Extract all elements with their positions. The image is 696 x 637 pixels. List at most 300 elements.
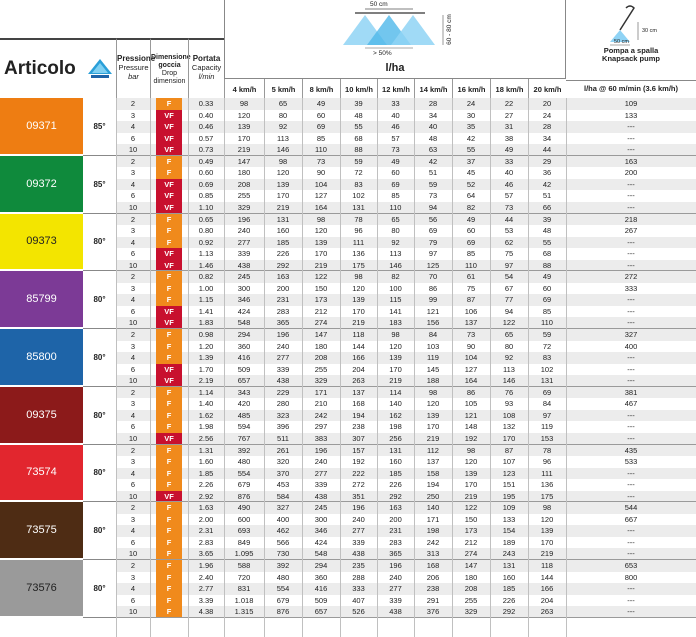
table-row xyxy=(116,398,696,410)
drop-size-badge: F xyxy=(156,156,182,168)
lha-value: 73 xyxy=(466,330,476,340)
spray-angle: 85° xyxy=(83,156,116,214)
knapsack-value: --- xyxy=(627,318,635,328)
lha-value: 121 xyxy=(464,410,478,420)
speed-10: 10 km/h xyxy=(340,79,377,99)
lha-value: 49 xyxy=(466,214,476,224)
lha-value: 127 xyxy=(314,191,328,201)
lha-value: 219 xyxy=(464,491,478,501)
lha-value: 160 xyxy=(276,226,290,236)
article-code: 73574 xyxy=(0,445,83,503)
lha-value: 104 xyxy=(464,353,478,363)
lha-value: 72 xyxy=(542,341,552,351)
lha-value: 57 xyxy=(504,191,514,201)
lha-value: 60 xyxy=(542,283,552,293)
knapsack-dim1: 30 cm xyxy=(642,28,657,34)
lha-value: 82 xyxy=(391,272,400,282)
capacity-value: 2.77 xyxy=(198,584,214,594)
lha-value: 283 xyxy=(276,306,290,316)
lha-value: 242 xyxy=(426,537,440,547)
lha-value: 24 xyxy=(466,99,476,109)
lha-value: 90 xyxy=(316,168,326,178)
table-row xyxy=(116,156,696,168)
lha-value: 140 xyxy=(426,503,440,513)
lha-value: 69 xyxy=(542,295,552,305)
lha-value: 274 xyxy=(314,318,328,328)
knapsack-value: --- xyxy=(627,480,635,490)
knapsack-value: 133 xyxy=(624,110,638,120)
lha-value: 329 xyxy=(314,376,328,386)
pressure-value: 4 xyxy=(130,584,136,594)
lha-value: 219 xyxy=(540,549,554,559)
brand-logo-icon xyxy=(83,38,116,98)
lha-value: 86 xyxy=(428,283,438,293)
lha-value: 194 xyxy=(352,410,365,420)
lha-value: 240 xyxy=(314,457,328,467)
lha-value: 113 xyxy=(503,364,515,374)
lha-value: 145 xyxy=(426,364,440,374)
table-row xyxy=(116,595,696,607)
lha-value: 92 xyxy=(278,122,288,132)
lha-value: 170 xyxy=(276,191,290,201)
lha-value: 240 xyxy=(276,341,290,351)
lha-value: 139 xyxy=(314,237,328,247)
pressure-sub: Pressure xyxy=(118,63,149,72)
lha-value: 256 xyxy=(389,433,402,443)
lha-value: 87 xyxy=(504,445,514,455)
spray-angle: 85° xyxy=(83,98,116,156)
table-row xyxy=(116,237,696,249)
lha-value: 139 xyxy=(389,353,402,363)
lha-value: 84 xyxy=(542,399,552,409)
lha-value: 56 xyxy=(428,214,438,224)
capacity-value: 0.92 xyxy=(198,237,214,247)
lha-value: 110 xyxy=(389,202,402,212)
knapsack-unit: l/ha @ 60 m/min (3.6 km/h) xyxy=(566,80,696,98)
lha-value: 588 xyxy=(237,561,251,571)
article-code: 09371 xyxy=(0,98,83,156)
lha-value: 120 xyxy=(464,457,478,467)
lha-value: 139 xyxy=(426,410,440,420)
lha-value: 416 xyxy=(314,584,328,594)
lha-value: 40 xyxy=(391,110,400,120)
lha-value: 329 xyxy=(464,607,478,617)
drop-size-badge: F xyxy=(156,225,182,237)
lha-value: 111 xyxy=(352,237,365,247)
lha-value: 69 xyxy=(428,226,438,236)
pressure-value: 4 xyxy=(130,410,136,420)
drop-size-badge: F xyxy=(156,352,182,364)
capacity-value: 1.85 xyxy=(198,468,214,478)
lha-value: 166 xyxy=(352,353,365,363)
lha-value: 131 xyxy=(502,561,516,571)
lha-value: 170 xyxy=(502,433,516,443)
knapsack-value: --- xyxy=(627,410,635,420)
lha-value: 93 xyxy=(504,399,514,409)
article-code: 85800 xyxy=(0,329,83,387)
pressure-value: 3 xyxy=(130,341,136,351)
lha-value: 73 xyxy=(428,191,438,201)
lha-value: 139 xyxy=(237,122,251,132)
lha-value: 600 xyxy=(237,514,251,524)
lha-value: 141 xyxy=(389,306,402,316)
lha-value: 163 xyxy=(276,272,290,282)
capacity-value: 1.40 xyxy=(198,399,214,409)
knapsack-value: 267 xyxy=(624,226,638,236)
lha-value: 139 xyxy=(352,295,365,305)
lha-value: 144 xyxy=(540,572,554,582)
lha-value: 231 xyxy=(389,526,402,536)
pressure-value: 6 xyxy=(130,422,136,432)
table-row xyxy=(116,306,696,318)
lha-value: 105 xyxy=(464,399,478,409)
drop-size-badge: F xyxy=(156,98,182,110)
lha-value: 204 xyxy=(540,595,554,605)
lha-value: 339 xyxy=(237,249,251,259)
lha-value: 250 xyxy=(426,491,440,501)
speed-14: 14 km/h xyxy=(414,79,452,99)
lha-value: 274 xyxy=(464,549,478,559)
knapsack-value: 109 xyxy=(624,99,638,109)
lha-value: 548 xyxy=(314,549,328,559)
lha-value: 204 xyxy=(352,364,365,374)
lha-value: 679 xyxy=(276,595,290,605)
drop-size-badge: VF xyxy=(156,133,182,145)
knapsack-value: 163 xyxy=(624,156,638,166)
lha-value: 100 xyxy=(389,283,402,293)
lha-value: 98 xyxy=(542,503,552,513)
lha-value: 526 xyxy=(352,607,365,617)
lha-value: 127 xyxy=(464,364,478,374)
nozzle-group xyxy=(0,271,696,329)
lha-value: 34 xyxy=(542,133,552,143)
drop-size-badge: F xyxy=(156,398,182,410)
nozzle-group xyxy=(0,214,696,272)
table-row xyxy=(116,525,696,537)
lha-value: 294 xyxy=(314,561,328,571)
lha-value: 720 xyxy=(237,572,251,582)
lha-value: 238 xyxy=(352,422,365,432)
lha-value: 39 xyxy=(354,99,363,109)
lha-value: 222 xyxy=(352,468,365,478)
lha-value: 51 xyxy=(542,191,552,201)
lha-value: 72 xyxy=(354,168,363,178)
column-divider xyxy=(566,98,567,637)
capacity-value: 1.15 xyxy=(198,295,214,305)
lha-value: 291 xyxy=(426,595,440,605)
lha-value: 245 xyxy=(314,503,328,513)
lha-value: 339 xyxy=(389,595,402,605)
lha-value: 120 xyxy=(389,341,402,351)
lha-value: 376 xyxy=(426,607,440,617)
lha-value: 125 xyxy=(426,260,440,270)
lha-value: 154 xyxy=(502,526,516,536)
knapsack-value: --- xyxy=(627,260,635,270)
capacity-value: 0.57 xyxy=(198,133,214,143)
lha-value: 70 xyxy=(428,272,438,282)
lha-value: 160 xyxy=(389,457,402,467)
lha-value: 313 xyxy=(426,549,440,559)
lha-value: 392 xyxy=(276,561,290,571)
lha-value: 170 xyxy=(464,480,478,490)
pressure-value: 4 xyxy=(130,237,136,247)
lha-value: 1.018 xyxy=(234,595,254,605)
lha-value: 29 xyxy=(542,156,552,166)
lha-value: 283 xyxy=(389,537,402,547)
table-header xyxy=(0,0,696,98)
knapsack-value: 327 xyxy=(624,330,638,340)
lha-value: 339 xyxy=(276,364,290,374)
capacity-header xyxy=(188,38,224,98)
lha-value: 170 xyxy=(314,249,328,259)
lha-value: 365 xyxy=(276,318,290,328)
spray-angle: 80° xyxy=(83,387,116,445)
lha-value: 876 xyxy=(237,491,251,501)
lha-value: 53 xyxy=(504,226,514,236)
drop-size-badge: F xyxy=(156,502,182,514)
pressure-value: 4 xyxy=(130,179,136,189)
column-divider xyxy=(116,98,117,637)
lha-value: 136 xyxy=(540,480,554,490)
lha-value: 200 xyxy=(389,514,402,524)
capacity-value: 2.19 xyxy=(198,376,214,386)
nozzle-group xyxy=(0,560,696,618)
lha-value: 37 xyxy=(466,156,476,166)
lha-value: 462 xyxy=(276,526,290,536)
knapsack-value: --- xyxy=(627,179,635,189)
lha-value: 153 xyxy=(540,433,554,443)
lha-value: 226 xyxy=(502,595,516,605)
lha-value: 158 xyxy=(426,468,440,478)
lha-value: 255 xyxy=(464,595,478,605)
article-code: 85799 xyxy=(0,271,83,329)
knapsack-value: --- xyxy=(627,145,635,155)
lha-value: 79 xyxy=(428,237,438,247)
lha-value: 83 xyxy=(354,179,363,189)
lha-value: 300 xyxy=(314,514,328,524)
lha-value: 98 xyxy=(239,99,249,109)
lha-value: 300 xyxy=(237,283,251,293)
lha-value: 351 xyxy=(352,491,365,501)
lha-value: 44 xyxy=(542,145,552,155)
lha-value: 164 xyxy=(464,376,478,386)
lha-value: 424 xyxy=(237,306,251,316)
capacity-value: 0.65 xyxy=(198,214,214,224)
speed-12: 12 km/h xyxy=(377,79,414,99)
drop-size-badge: VF xyxy=(156,179,182,191)
table-row xyxy=(116,329,696,341)
lha-value: 831 xyxy=(237,584,251,594)
drop-size-badge: VF xyxy=(156,121,182,133)
pressure-value: 10 xyxy=(128,260,138,270)
lha-value: 307 xyxy=(352,433,365,443)
spray-angle: 80° xyxy=(83,214,116,272)
knapsack-value: --- xyxy=(627,191,635,201)
lha-value: 80 xyxy=(391,226,400,236)
lha-value: 131 xyxy=(276,214,290,224)
knapsack-value: 272 xyxy=(624,272,638,282)
lha-value: 106 xyxy=(464,306,478,316)
table-row xyxy=(116,248,696,260)
lha-value: 111 xyxy=(541,468,553,478)
lha-value: 62 xyxy=(504,237,514,247)
lha-value: 196 xyxy=(276,330,290,340)
lha-value: 108 xyxy=(502,410,516,420)
lha-value: 78 xyxy=(354,214,363,224)
lha-value: 92 xyxy=(391,237,400,247)
lha-value: 255 xyxy=(237,191,251,201)
capacity-sub: Capacity xyxy=(191,63,222,72)
lha-value: 63 xyxy=(428,145,438,155)
pressure-value: 2 xyxy=(130,156,136,166)
lha-value: 383 xyxy=(314,433,328,443)
knapsack-dim2: 50 cm xyxy=(614,39,629,45)
lha-value: 480 xyxy=(276,572,290,582)
lha-value: 51 xyxy=(428,168,438,178)
drop-size-badge: F xyxy=(156,421,182,433)
lha-value: 200 xyxy=(276,283,290,293)
article-code: 73575 xyxy=(0,502,83,560)
lha-value: 420 xyxy=(237,399,251,409)
lha-value: 114 xyxy=(389,387,402,397)
lha-value: 122 xyxy=(314,272,328,282)
lha-value: 208 xyxy=(237,179,251,189)
lha-value: 594 xyxy=(237,422,251,432)
lha-value: 38 xyxy=(504,133,514,143)
nozzle-group xyxy=(0,502,696,560)
lha-value: 196 xyxy=(352,503,365,513)
lha-value: 39 xyxy=(542,214,552,224)
lha-value: 119 xyxy=(541,422,553,432)
knapsack-value: 544 xyxy=(624,503,638,513)
lha-value: 46 xyxy=(504,179,514,189)
column-divider xyxy=(150,98,151,637)
capacity-value: 1.83 xyxy=(198,318,214,328)
lha-value: 554 xyxy=(237,468,251,478)
pressure-value: 10 xyxy=(128,433,138,443)
nozzle-group xyxy=(0,445,696,503)
drop-sub: Drop dimension xyxy=(153,70,186,85)
capacity-value: 2.40 xyxy=(198,572,214,582)
lha-value: 160 xyxy=(502,572,516,582)
lha-value: 65 xyxy=(391,214,400,224)
lha-value: 360 xyxy=(237,341,251,351)
lha-value: 219 xyxy=(276,202,290,212)
knapsack-value: --- xyxy=(627,491,635,501)
lha-value: 28 xyxy=(428,99,438,109)
lha-value: 69 xyxy=(466,237,476,247)
lha-value: 170 xyxy=(426,422,440,432)
lha-value: 103 xyxy=(426,341,440,351)
knapsack-value: 533 xyxy=(624,457,638,467)
lha-value: 343 xyxy=(237,387,251,397)
table-row xyxy=(116,537,696,549)
lha-value: 255 xyxy=(314,364,328,374)
lha-value: 148 xyxy=(464,422,478,432)
pressure-unit: bar xyxy=(128,72,139,81)
pressure-value: 2 xyxy=(130,99,136,109)
drop-size-badge: F xyxy=(156,271,182,283)
lha-value: 119 xyxy=(427,353,439,363)
lha-value: 173 xyxy=(314,295,328,305)
pressure-value: 6 xyxy=(130,133,136,143)
table-row xyxy=(116,445,696,457)
lha-value: 292 xyxy=(502,607,516,617)
knapsack-value: 218 xyxy=(624,214,638,224)
table-row xyxy=(116,190,696,202)
drop-size-badge: F xyxy=(156,167,182,179)
pressure-value: 3 xyxy=(130,226,136,236)
lha-value: 168 xyxy=(426,561,440,571)
lha-value: 219 xyxy=(314,260,328,270)
lha-value: 196 xyxy=(237,214,251,224)
lha-value: 196 xyxy=(389,561,402,571)
lha-value: 85 xyxy=(316,133,326,143)
lha-value: 235 xyxy=(352,561,365,571)
lha-value: 147 xyxy=(314,330,328,340)
drop-size-badge: F xyxy=(156,214,182,226)
lha-value: 87 xyxy=(466,295,476,305)
spray-angle: 80° xyxy=(83,271,116,329)
lha-value: 438 xyxy=(389,607,402,617)
lha-value: 183 xyxy=(389,318,402,328)
capacity-value: 0.33 xyxy=(198,99,214,109)
pressure-value: 4 xyxy=(130,526,136,536)
drop-size-badge: F xyxy=(156,572,182,584)
lha-value: 99 xyxy=(428,295,438,305)
lha-value: 288 xyxy=(352,572,365,582)
capacity-value: 0.60 xyxy=(198,168,214,178)
lha-value: 136 xyxy=(352,249,365,259)
lha-value: 180 xyxy=(464,572,478,582)
lha-value: 80 xyxy=(278,110,288,120)
pressure-value: 10 xyxy=(128,549,138,559)
lha-value: 131 xyxy=(389,445,402,455)
lha-value: 566 xyxy=(276,537,290,547)
lha-value: 98 xyxy=(354,272,363,282)
lha-value: 64 xyxy=(466,191,476,201)
drop-size-badge: F xyxy=(156,479,182,491)
table-row xyxy=(116,364,696,376)
drop-size-badge: F xyxy=(156,606,182,618)
pressure-value: 3 xyxy=(130,283,136,293)
lha-value: 175 xyxy=(540,491,554,501)
diagram-overlap-label: > 50% xyxy=(373,50,392,57)
lha-value: 175 xyxy=(352,260,365,270)
nozzle-group xyxy=(0,98,696,156)
drop-size-badge: F xyxy=(156,514,182,526)
lha-value: 261 xyxy=(276,445,290,455)
lha-value: 219 xyxy=(237,145,251,155)
table-row xyxy=(116,294,696,306)
column-divider xyxy=(224,98,225,637)
lha-value: 263 xyxy=(540,607,554,617)
lha-value: 104 xyxy=(314,179,328,189)
drop-size-badge: F xyxy=(156,548,182,560)
lha-value: 170 xyxy=(389,364,402,374)
lha-value: 370 xyxy=(276,468,290,478)
knapsack-title-it: Pompa a spalla xyxy=(603,46,659,55)
lha-value: 171 xyxy=(426,514,440,524)
knapsack-value: --- xyxy=(627,607,635,617)
lha-value: 120 xyxy=(540,514,554,524)
pressure-value: 3 xyxy=(130,168,136,178)
drop-size-badge: F xyxy=(156,294,182,306)
column-divider xyxy=(188,98,189,637)
lha-value: 122 xyxy=(502,318,516,328)
capacity-value: 0.98 xyxy=(198,330,214,340)
lha-value: 219 xyxy=(352,318,365,328)
